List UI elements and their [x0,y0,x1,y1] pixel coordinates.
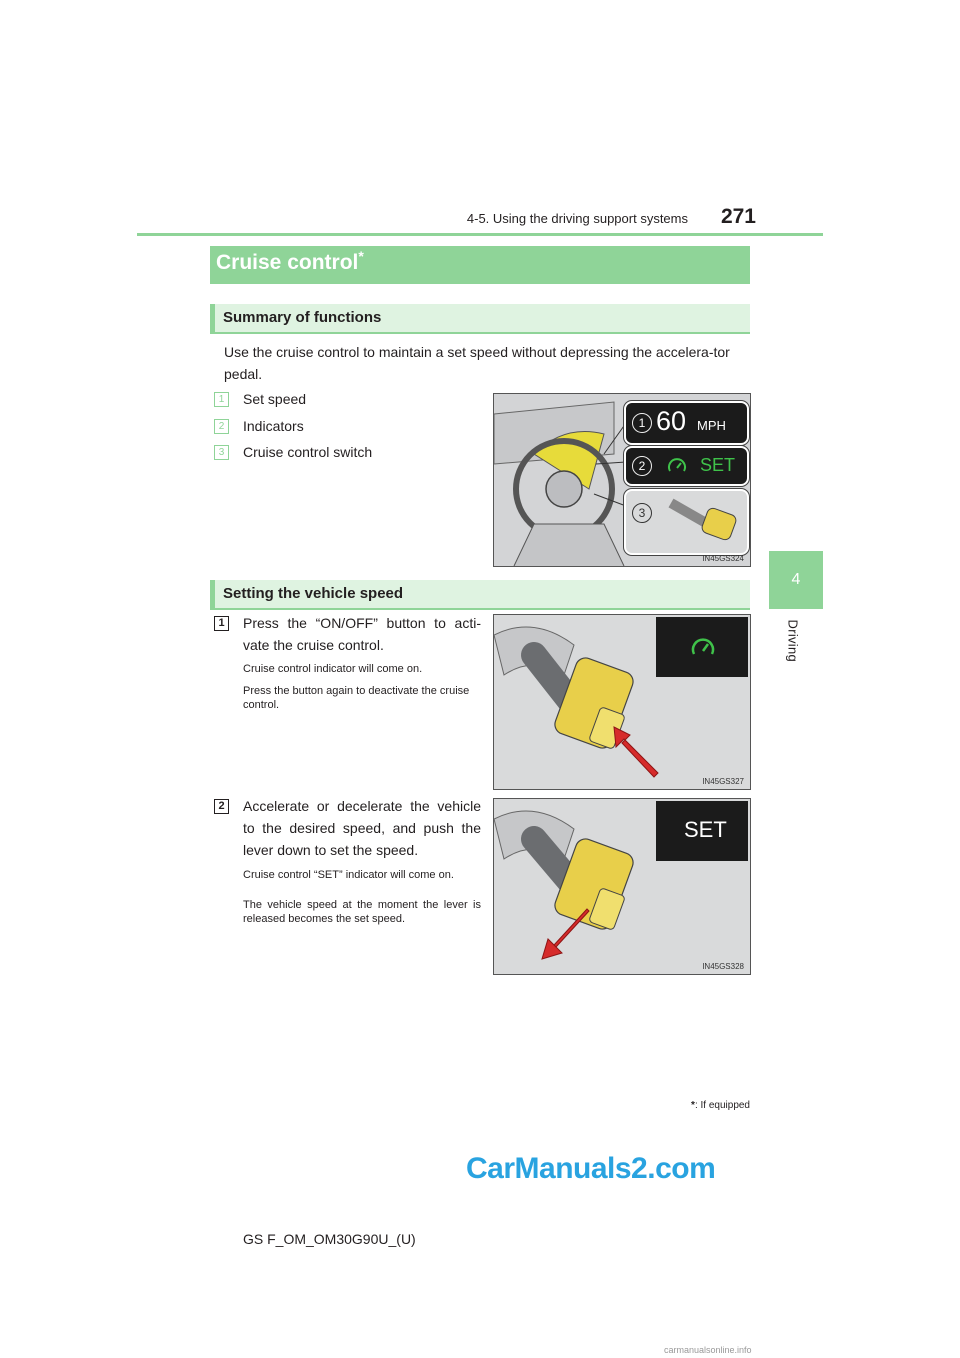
step-1-text: Press the “ON/OFF” button to acti-vate the cruise control. [243,615,481,653]
callout-3: 3 [632,503,652,523]
step-2-text: Accelerate or decelerate the vehicle to the desired speed, and push the lever down to set the speed. [243,798,481,858]
switch-callout-box [624,489,749,555]
footnote-text: : If equipped [694,1100,750,1111]
setting-heading: Setting the vehicle speed [223,585,404,602]
document-code: GS F_OM_OM30G90U_(U) [243,1231,416,1247]
indicator-panel-set [656,801,748,861]
speed-display [624,401,749,445]
indicator-panel-on [656,617,748,677]
figure-code: IN45GS327 [702,777,744,786]
set-speed-value: 60 [656,406,687,436]
cruise-lever-icon [666,493,746,551]
figure-code: IN45GS324 [702,554,744,563]
summary-intro: Use the cruise control to maintain a set speed without depressing the accelera-tor pedal. [224,344,730,382]
cruise-indicator-icon [690,635,716,661]
on-off-figure [493,614,751,790]
item-number-3: 3 [214,445,229,460]
page-number: 271 [720,205,756,228]
set-figure [493,798,751,975]
if-equipped-asterisk: * [358,248,364,264]
watermark-logo: CarManuals2.com [466,1152,716,1185]
callout-1: 1 [632,413,652,433]
cruise-indicator-icon [666,455,688,477]
footnote-mark: * [691,1100,695,1111]
speed-unit: MPH [697,418,726,433]
step-1-note-2: Press the button again to deactivate the cruise control. [243,685,470,711]
page-title-text: Cruise control [216,251,359,274]
step-number-1: 1 [214,616,229,631]
header-rule [137,233,823,236]
chapter-label-text: Driving [785,619,801,663]
callout-2: 2 [632,456,652,476]
summary-heading: Summary of functions [223,309,382,326]
heading-stripe [210,580,215,608]
step-2-note-1: Cruise control “SET” indicator will come on. [243,869,454,881]
figure-code: IN45GS328 [702,962,744,971]
chapter-tab: 4 [769,551,823,609]
step-number-2: 2 [214,799,229,814]
section-title: 4-5. Using the driving support systems [466,211,688,226]
watermark-small: carmanualsonline.info [664,1345,752,1355]
summary-heading-bar [210,304,750,334]
set-indicator-text: SET [700,455,736,475]
heading-stripe [210,304,215,332]
item-label-indicators: Indicators [243,418,304,434]
step-2-note-2: The vehicle speed at the moment the lever is released becomes the set speed. [243,899,481,925]
footnote [690,1100,750,1111]
page-title-bar [210,246,750,284]
step-1-note-1: Cruise control indicator will come on. [243,663,423,675]
setting-heading-bar [210,580,750,610]
item-label-set-speed: Set speed [243,391,307,407]
page-title [216,248,364,275]
dashboard-figure [493,393,751,567]
chapter-label [777,619,807,682]
item-number-2: 2 [214,419,229,434]
item-label-switch: Cruise control switch [243,444,373,460]
item-number-1: 1 [214,392,229,407]
set-indicator-text: SET [684,817,727,842]
indicator-display [624,446,749,486]
